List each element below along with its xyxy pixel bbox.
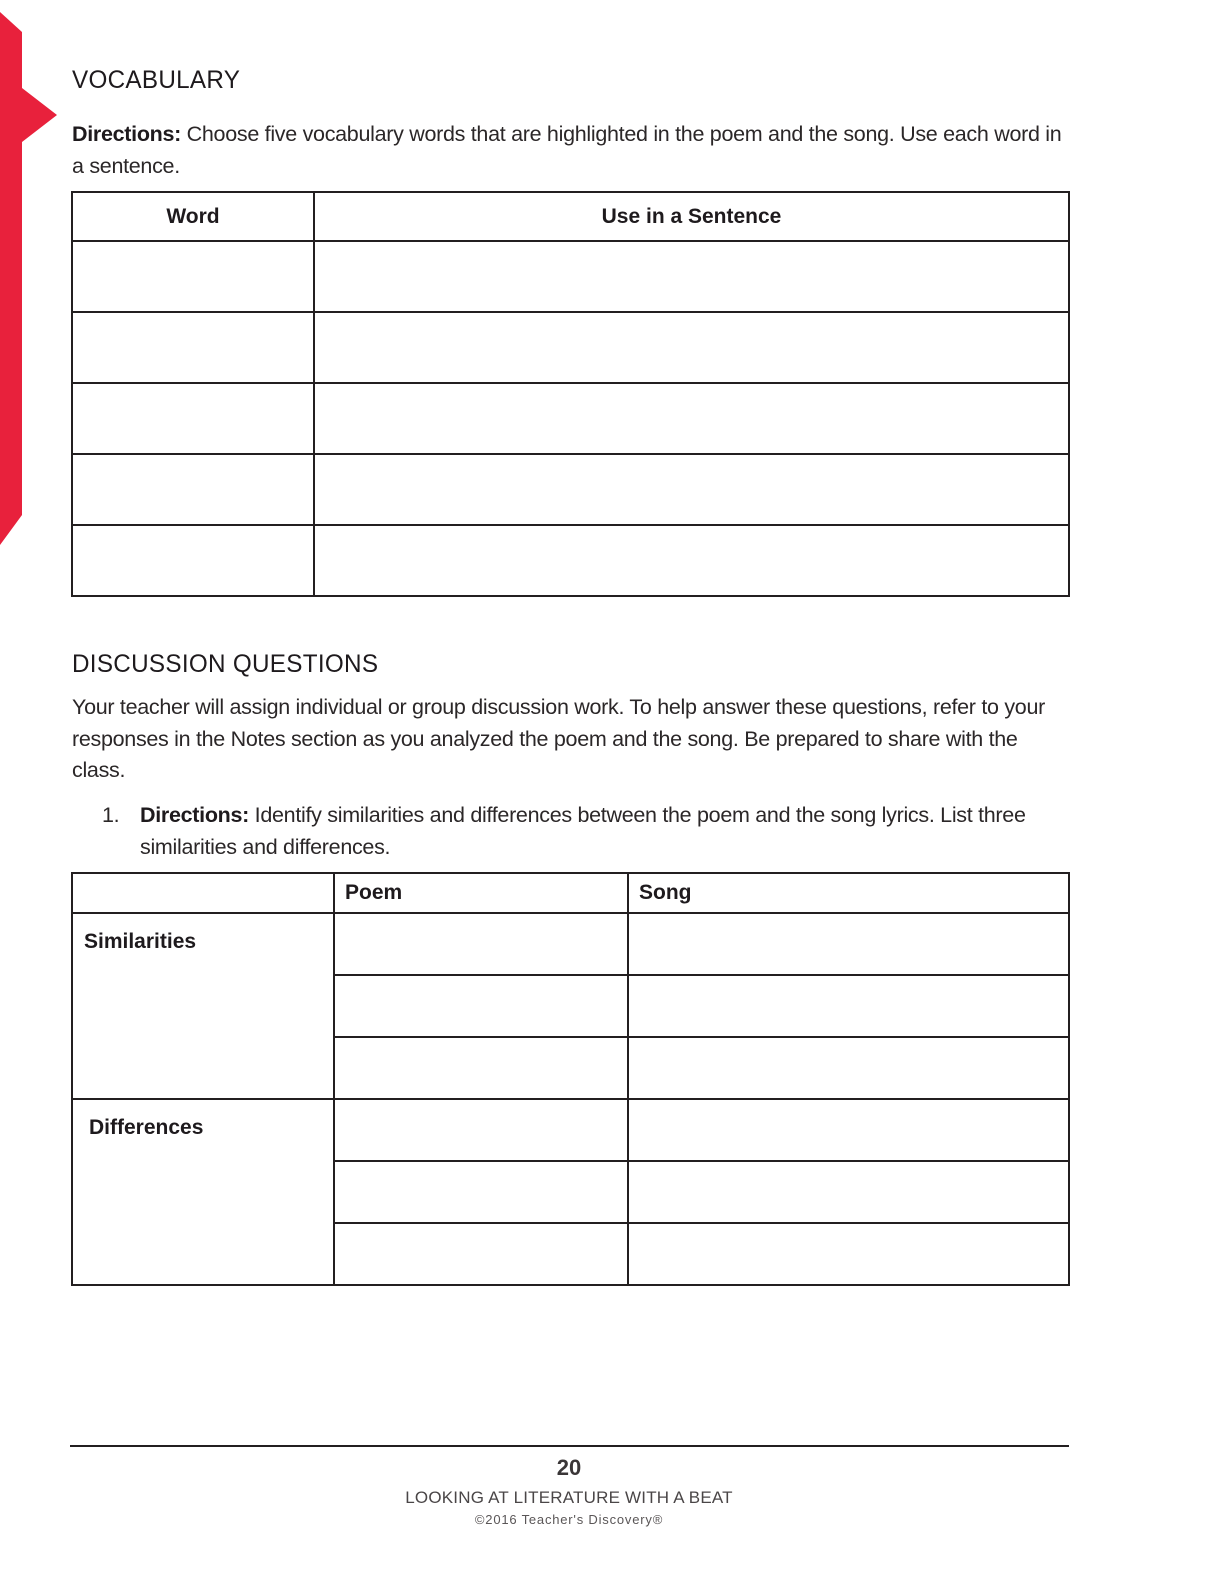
table-row xyxy=(72,525,1069,596)
word-cell[interactable] xyxy=(72,312,314,383)
poem-cell[interactable] xyxy=(334,1161,628,1223)
word-cell[interactable] xyxy=(72,383,314,454)
discussion-heading: DISCUSSION QUESTIONS xyxy=(72,650,379,678)
column-header-sentence: Use in a Sentence xyxy=(314,192,1069,241)
sentence-cell[interactable] xyxy=(314,383,1069,454)
discussion-item-1 xyxy=(102,800,1062,863)
poem-cell[interactable] xyxy=(334,1037,628,1099)
red-tab-decoration xyxy=(0,0,60,560)
directions-label: Directions: xyxy=(140,803,249,827)
column-header-song: Song xyxy=(628,873,1069,913)
item-text xyxy=(140,800,1062,863)
vocabulary-directions xyxy=(72,119,1072,182)
word-cell[interactable] xyxy=(72,241,314,312)
table-row xyxy=(72,454,1069,525)
sentence-cell[interactable] xyxy=(314,525,1069,596)
directions-text: Choose five vocabulary words that are highlighted in the poem and the song. Use each word in a sentence. xyxy=(72,122,1062,178)
song-cell[interactable] xyxy=(628,1099,1069,1161)
vocabulary-table xyxy=(71,191,1070,597)
poem-cell[interactable] xyxy=(334,913,628,975)
word-cell[interactable] xyxy=(72,525,314,596)
sentence-cell[interactable] xyxy=(314,312,1069,383)
table-row xyxy=(72,1099,1069,1161)
vocabulary-heading: VOCABULARY xyxy=(72,66,241,94)
item-number: 1. xyxy=(102,803,120,827)
poem-cell[interactable] xyxy=(334,975,628,1037)
footer-divider xyxy=(70,1445,1069,1447)
sentence-cell[interactable] xyxy=(314,454,1069,525)
word-cell[interactable] xyxy=(72,454,314,525)
poem-cell[interactable] xyxy=(334,1223,628,1285)
compare-table xyxy=(71,872,1070,1286)
column-header-blank xyxy=(72,873,334,913)
song-cell[interactable] xyxy=(628,913,1069,975)
differences-label: Differences xyxy=(72,1099,334,1285)
footer-book-title: LOOKING AT LITERATURE WITH A BEAT xyxy=(405,1488,733,1507)
discussion-intro: Your teacher will assign individual or group discussion work. To help answer these questions, refer to your responses in the Notes section as you analyzed the poem and the song. Be prepared to share with the class. xyxy=(72,695,1045,782)
footer-copyright: ©2016 Teacher's Discovery® xyxy=(474,1512,664,1527)
column-header-word: Word xyxy=(72,192,314,241)
table-row xyxy=(72,383,1069,454)
similarities-label: Similarities xyxy=(72,913,334,1099)
table-header-row xyxy=(72,873,1069,913)
column-header-poem: Poem xyxy=(334,873,628,913)
directions-label: Directions: xyxy=(72,122,181,146)
table-row xyxy=(72,913,1069,975)
song-cell[interactable] xyxy=(628,975,1069,1037)
song-cell[interactable] xyxy=(628,1161,1069,1223)
song-cell[interactable] xyxy=(628,1037,1069,1099)
table-row xyxy=(72,241,1069,312)
song-cell[interactable] xyxy=(628,1223,1069,1285)
sentence-cell[interactable] xyxy=(314,241,1069,312)
poem-cell[interactable] xyxy=(334,1099,628,1161)
directions-text: Identify similarities and differences between the poem and the song lyrics. List three similarities and differences. xyxy=(140,803,1026,859)
page-number: 20 xyxy=(556,1455,582,1480)
table-header-row xyxy=(72,192,1069,241)
table-row xyxy=(72,312,1069,383)
